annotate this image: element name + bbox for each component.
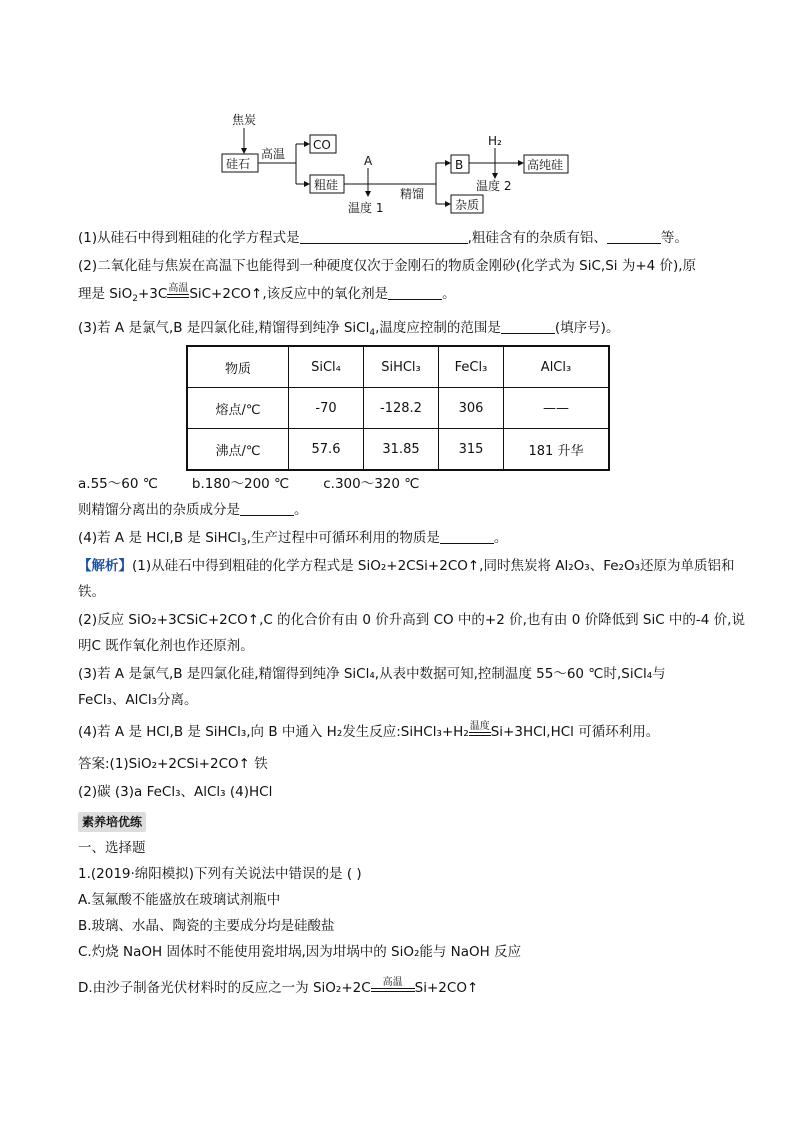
question-1-option-b[interactable]: B.玻璃、水晶、陶瓷的主要成分均是硅酸盐 bbox=[78, 918, 335, 934]
table-cell: 315 bbox=[439, 429, 504, 471]
question-part-2-line1: (2)二氧化硅与焦炭在高温下也能得到一种硬度仅次于金刚石的物质金刚砂(化学式为 SiC,Si 为+4 价),原 bbox=[78, 258, 697, 274]
properties-table bbox=[186, 345, 610, 471]
question-part-2-line2: 理是 SiO$_2$+3C 高温 SiC+2CO↑,该反应中的氧化剂是 。 bbox=[78, 283, 456, 304]
process-flow-diagram bbox=[0, 0, 794, 220]
reaction-condition: 高温 bbox=[371, 978, 415, 998]
option-a: a.55～60 ℃ bbox=[78, 476, 158, 492]
table-cell: SiCl₄ bbox=[289, 346, 364, 388]
option-b: b.180～200 ℃ bbox=[191, 476, 290, 492]
question-1-stem: 1.(2019·绵阳模拟)下列有关说法中错误的是 ( ) bbox=[78, 866, 362, 882]
answer-blank[interactable] bbox=[240, 501, 294, 516]
table-cell: —— bbox=[504, 388, 610, 429]
distill-label: 精馏 bbox=[400, 187, 425, 201]
table-cell: 57.6 bbox=[289, 429, 364, 471]
coke-label: 焦炭 bbox=[232, 113, 257, 127]
answer-blank[interactable] bbox=[440, 529, 494, 544]
option-row bbox=[78, 474, 419, 494]
analysis-p2-cont: 明C 既作氧化剂也作还原剂。 bbox=[78, 638, 254, 654]
crude-si-label: 粗硅 bbox=[314, 178, 339, 192]
analysis-p1-cont: 铁。 bbox=[78, 584, 105, 600]
analysis-p1: 【解析】(1)从硅石中得到粗硅的化学方程式是 SiO₂+2CSi+2CO↑,同时焦炭将 Al₂O₃、Fe₂O₃还原为单质铝和 bbox=[78, 558, 735, 574]
analysis-p3: (3)若 A 是氯气,B 是四氯化硅,精馏得到纯净 SiCl₄,从表中数据可知,控制温度 55～60 ℃时,SiCl₄与 bbox=[78, 666, 666, 682]
analysis-p2: (2)反应 SiO₂+3CSiC+2CO↑,C 的化合价有由 0 价升高到 CO 中的+2 价,也有由 0 价降低到 SiC 中的-4 价,说 bbox=[78, 612, 745, 628]
impurity-label: 杂质 bbox=[455, 198, 480, 212]
table-cell: 沸点/℃ bbox=[187, 429, 289, 471]
quartz-label: 硅石 bbox=[226, 157, 251, 171]
table-cell: 物质 bbox=[187, 346, 289, 388]
temp1-label: 温度 1 bbox=[348, 201, 384, 215]
table-cell: 熔点/℃ bbox=[187, 388, 289, 429]
table-cell: 306 bbox=[439, 388, 504, 429]
question-part-3b: 则精馏分离出的杂质成分是 。 bbox=[78, 502, 308, 518]
answer-blank[interactable] bbox=[607, 229, 661, 244]
section-badge-row bbox=[78, 812, 146, 832]
answer-blank[interactable] bbox=[300, 229, 468, 244]
table-row bbox=[187, 388, 609, 429]
analysis-p3-cont: FeCl₃、AlCl₃分离。 bbox=[78, 692, 198, 708]
a-label: A bbox=[364, 154, 373, 168]
reaction-condition: 高温 bbox=[167, 284, 189, 304]
b-label: B bbox=[455, 158, 464, 172]
answer-blank[interactable] bbox=[388, 285, 442, 300]
answer-line-1: 答案:(1)SiO₂+2CSi+2CO↑ 铁 bbox=[78, 756, 268, 772]
question-1-option-a[interactable]: A.氢氟酸不能盛放在玻璃试剂瓶中 bbox=[78, 892, 281, 908]
table-cell: 181 升华 bbox=[504, 429, 610, 471]
reaction-condition: 温度 bbox=[469, 722, 491, 742]
answer-blank[interactable] bbox=[501, 319, 555, 334]
section-badge: 素养培优练 bbox=[78, 812, 146, 832]
question-part-1: (1)从硅石中得到粗硅的化学方程式是 ,粗硅含有的杂质有铝、 等。 bbox=[78, 230, 688, 246]
table-cell: FeCl₃ bbox=[439, 346, 504, 388]
answer-line-2: (2)碳 (3)a FeCl₃、AlCl₃ (4)HCl bbox=[78, 784, 273, 800]
pure-si-label: 高纯硅 bbox=[527, 158, 564, 172]
question-part-3: (3)若 A 是氯气,B 是四氯化硅,精馏得到纯净 SiCl$_4$,温度应控制的范围是 (填序号)。 bbox=[78, 320, 620, 338]
high-temp-label: 高温 bbox=[261, 147, 286, 161]
table-cell: -128.2 bbox=[364, 388, 439, 429]
h2-label: H₂ bbox=[488, 134, 502, 148]
table-cell: AlCl₃ bbox=[504, 346, 610, 388]
table-cell: SiHCl₃ bbox=[364, 346, 439, 388]
temp2-label: 温度 2 bbox=[476, 179, 512, 193]
table-row bbox=[187, 429, 609, 471]
table-cell: 31.85 bbox=[364, 429, 439, 471]
question-part-4: (4)若 A 是 HCl,B 是 SiHCl$_3$,生产过程中可循环利用的物质是 。 bbox=[78, 530, 508, 548]
analysis-tag: 【解析】 bbox=[78, 558, 132, 574]
section-heading: 一、选择题 bbox=[78, 840, 146, 856]
question-1-option-c[interactable]: C.灼烧 NaOH 固体时不能使用瓷坩埚,因为坩埚中的 SiO₂能与 NaOH 反应 bbox=[78, 944, 522, 960]
table-cell: -70 bbox=[289, 388, 364, 429]
co-label: CO bbox=[313, 138, 331, 152]
analysis-p4: (4)若 A 是 HCl,B 是 SiHCl₃,向 B 中通入 H₂发生反应:SiHCl₃+H₂ 温度 Si+3HCl,HCl 可循环利用。 bbox=[78, 721, 660, 740]
question-1-option-d[interactable]: D.由沙子制备光伏材料时的反应之一为 SiO₂+2C 高温 Si+2CO↑ bbox=[78, 977, 479, 996]
option-c: c.300～320 ℃ bbox=[323, 476, 420, 492]
table-header-row bbox=[187, 346, 609, 388]
